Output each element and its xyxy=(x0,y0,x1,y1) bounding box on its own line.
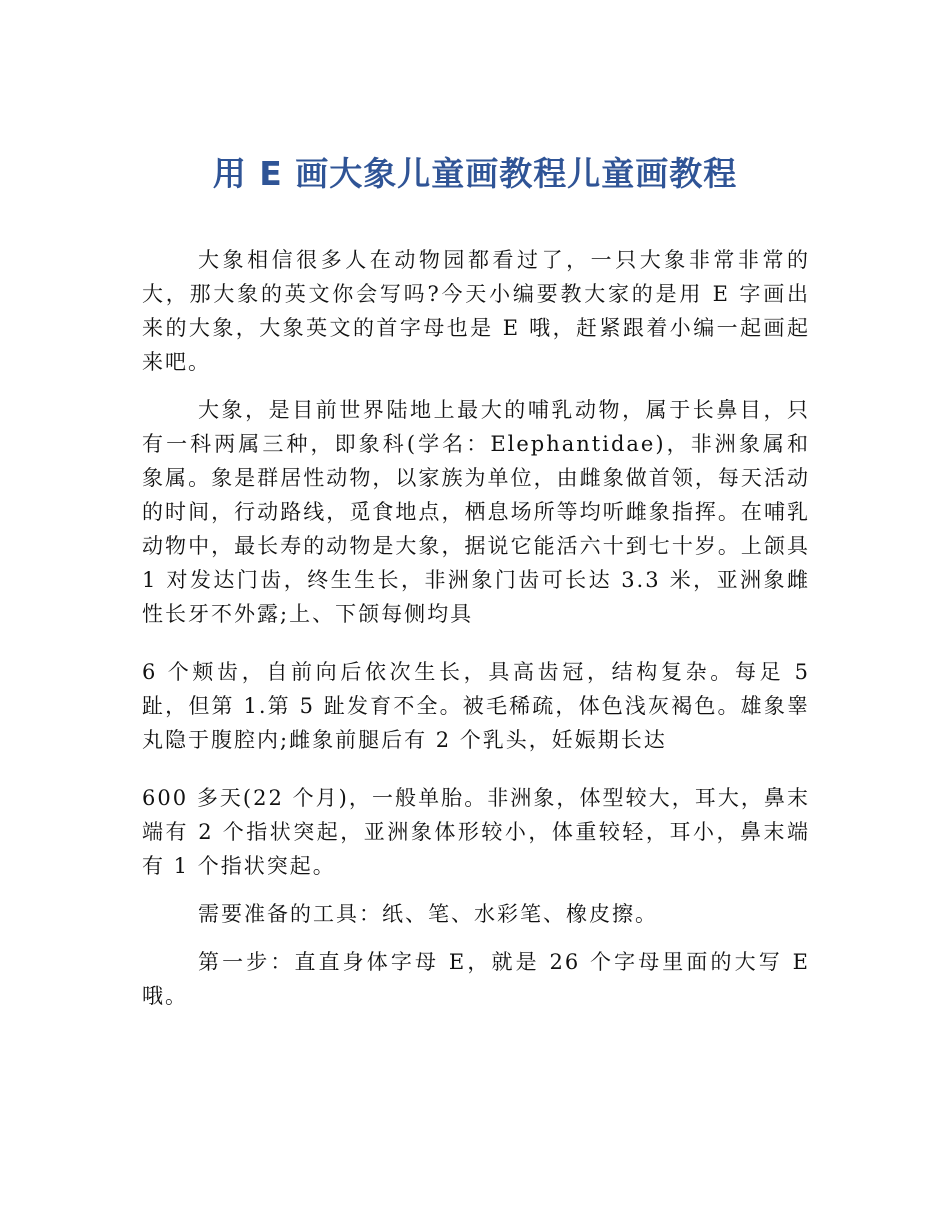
paragraph-teeth-continued: 6 个颊齿，自前向后依次生长，具高齿冠，结构复杂。每足 5 趾，但第 1.第 5 趾发育不全。被毛稀疏，体色浅灰褐色。雄象睾丸隐于腹腔内;雌象前腿后有 2 个乳头，妊娠期长达 xyxy=(142,660,810,752)
paragraph-intro: 大象相信很多人在动物园都看过了，一只大象非常非常的大，那大象的英文你会写吗?今天小编要教大家的是用 E 字画出来的大象，大象英文的首字母也是 E 哦，赶紧跟着小编一起画起来吧。 xyxy=(142,248,810,374)
paragraph-elephant-facts: 大象，是目前世界陆地上最大的哺乳动物，属于长鼻目，只有一科两属三种，即象科(学名：Elephantidae)，非洲象属和象属。象是群居性动物，以家族为单位，由雌象做首领，每天活动的时间，行动路线，觅食地点，栖息场所等均听雌象指挥。在哺乳动物中，最长寿的动物是大象，据说它能活六十到七十岁。上颌具 1 对发达门齿，终生生长，非洲象门齿可长达 3.3 米，亚洲象雌性长牙不外露;上、下颌每侧均具 xyxy=(142,398,810,626)
paragraph-tools: 需要准备的工具：纸、笔、水彩笔、橡皮擦。 xyxy=(198,902,658,926)
paragraph-species: 600 多天(22 个月)，一般单胎。非洲象，体型较大，耳大，鼻末端有 2 个指状突起，亚洲象体形较小，体重较轻，耳小，鼻末端有 1 个指状突起。 xyxy=(142,786,810,878)
page-title: 用 E 画大象儿童画教程儿童画教程 xyxy=(212,154,738,193)
paragraph-step-one: 第一步：直直身体字母 E，就是 26 个字母里面的大写 E 哦。 xyxy=(142,950,810,1008)
article-body xyxy=(142,243,810,1013)
